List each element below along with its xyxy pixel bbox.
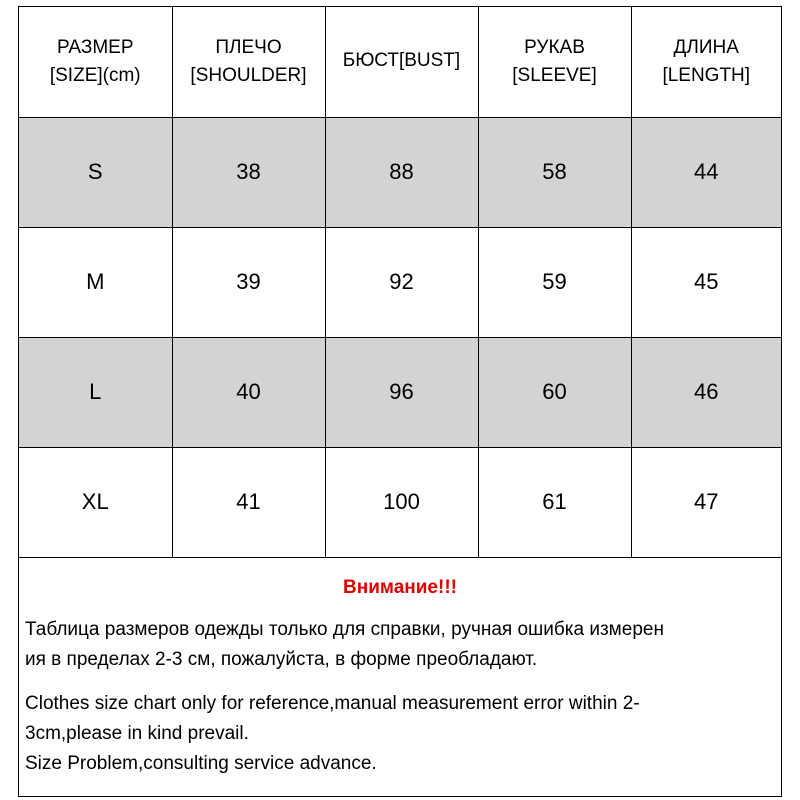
cell-size: S <box>19 117 172 227</box>
header-length <box>631 7 781 117</box>
header-shoulder <box>172 7 325 117</box>
cell-length: 46 <box>631 337 781 447</box>
notice-section <box>19 559 781 779</box>
cell-size: L <box>19 337 172 447</box>
notice-ru-line1: Таблица размеров одежды только для справки, ручная ошибка измерен <box>25 619 664 640</box>
cell-size: M <box>19 227 172 337</box>
notice-en-line2: 3cm,please in kind prevail. <box>25 723 249 744</box>
cell-length: 44 <box>631 117 781 227</box>
cell-sleeve: 60 <box>478 337 631 447</box>
table-row <box>19 227 781 337</box>
cell-length: 47 <box>631 447 781 557</box>
notice-en-line3: Size Problem,consulting service advance. <box>25 753 377 774</box>
notice-ru-line2: ия в пределах 2-3 см, пожалуйста, в форме преобладают. <box>25 649 538 670</box>
notice-en-line1: Clothes size chart only for reference,manual measurement error within 2- <box>25 693 640 714</box>
notice-english-text <box>25 689 775 779</box>
header-sleeve <box>478 7 631 117</box>
cell-shoulder: 39 <box>172 227 325 337</box>
cell-length: 45 <box>631 227 781 337</box>
header-sleeve-line2: [SLEEVE] <box>512 64 597 86</box>
cell-sleeve: 59 <box>478 227 631 337</box>
cell-bust: 88 <box>325 117 478 227</box>
cell-sleeve: 58 <box>478 117 631 227</box>
cell-shoulder: 41 <box>172 447 325 557</box>
header-shoulder-line1: ПЛЕЧО <box>215 36 282 58</box>
header-shoulder-line2: [SHOULDER] <box>190 64 307 86</box>
cell-bust: 92 <box>325 227 478 337</box>
header-length-line2: [LENGTH] <box>662 64 751 86</box>
header-length-line1: ДЛИНА <box>673 36 739 58</box>
header-size <box>19 7 172 117</box>
cell-sleeve: 61 <box>478 447 631 557</box>
notice-russian-text <box>25 615 775 675</box>
size-chart-sheet <box>18 6 782 797</box>
header-size-line1: РАЗМЕР <box>56 36 134 58</box>
header-bust-line1: БЮСТ[BUST] <box>342 50 461 71</box>
table-row <box>19 117 781 227</box>
table-header-row <box>19 7 781 117</box>
table-row <box>19 337 781 447</box>
cell-size: XL <box>19 447 172 557</box>
size-table <box>19 7 781 558</box>
cell-shoulder: 40 <box>172 337 325 447</box>
cell-bust: 100 <box>325 447 478 557</box>
cell-shoulder: 38 <box>172 117 325 227</box>
cell-bust: 96 <box>325 337 478 447</box>
table-row <box>19 447 781 557</box>
header-sleeve-line1: РУКАВ <box>524 36 585 58</box>
notice-title: Внимание!!! <box>343 577 457 598</box>
header-size-line2: [SIZE](cm) <box>49 64 141 86</box>
header-bust <box>325 7 478 117</box>
